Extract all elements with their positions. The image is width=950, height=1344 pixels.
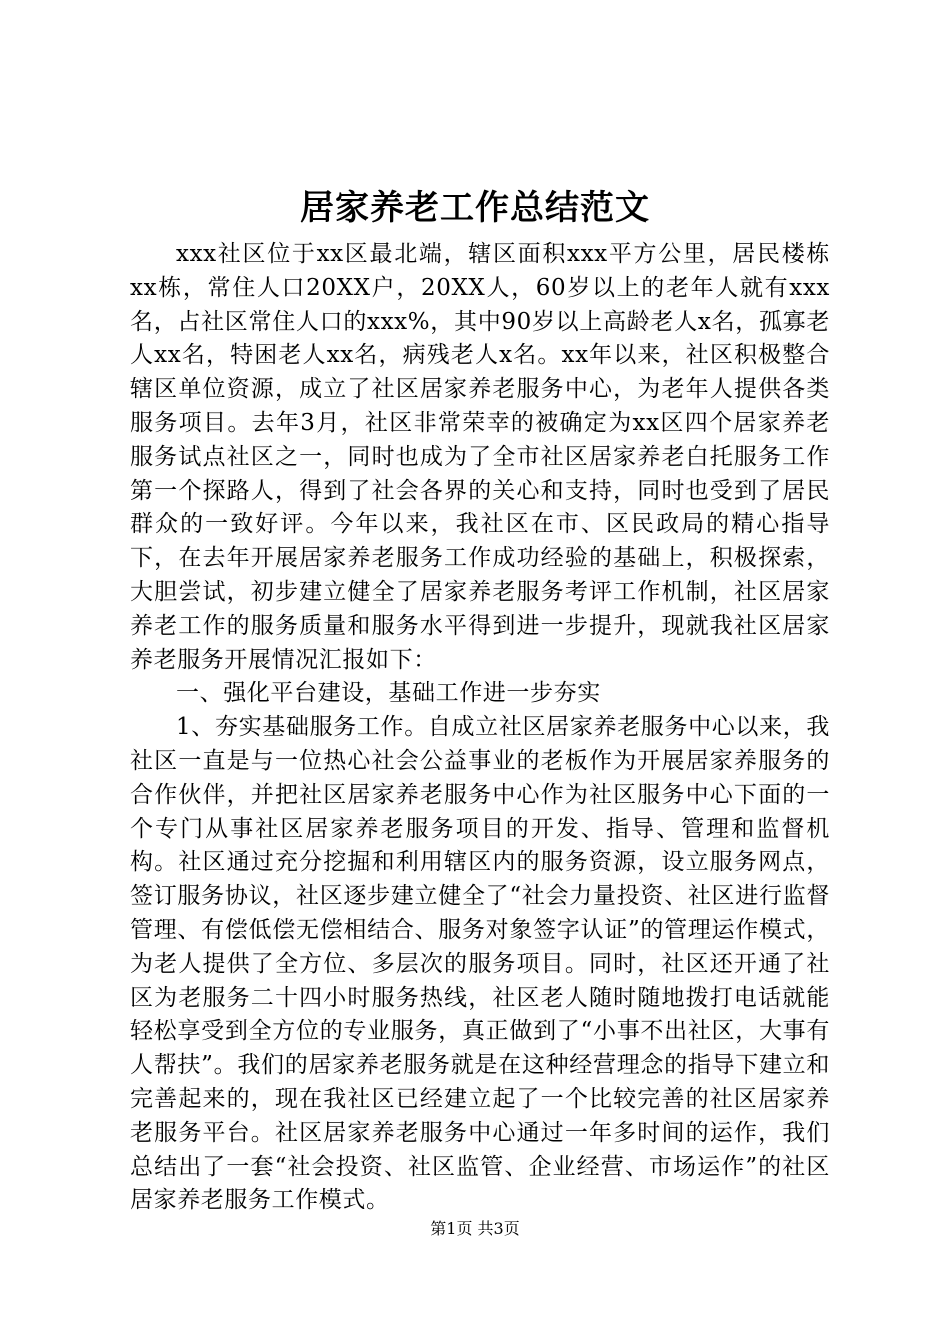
page-footer: 第1页 共3页 — [430, 1219, 520, 1238]
paragraph-intro: xxx社区位于xx区最北端，辖区面积xxx平方公里，居民楼栋xx栋，常住人口20XX户，20XX人，60岁以上的老年人就有xxx名，占社区常住人口的xxx%，其中90岁以上高龄老人x名，孤寡老人xx名，特困老人xx名，病残老人x名。xx年以来，社区积极整合辖区单位资源，成立了社区居家养老服务中心，为老年人提供各类服务项目。去年3月，社区非常荣幸的被确定为xx区四个居家养老服务试点社区之一，同时也成为了全市社区居家养老白托服务工作第一个探路人，得到了社会各界的关心和支持，同时也受到了居民群众的一致好评。今年以来，我社区在市、区民政局的精心指导下，在去年开展居家养老服务工作成功经验的基础上，积极探索，大胆尝试，初步建立健全了居家养老服务考评工作机制，社区居家养老工作的服务质量和服务水平得到进一步提升，现就我社区居家养老服务开展情况汇报如下： — [130, 241, 830, 673]
section-heading-1: 一、强化平台建设，基础工作进一步夯实 — [176, 680, 601, 707]
paragraph-1: 1、夯实基础服务工作。自成立社区居家养老服务中心以来，我社区一直是与一位热心社会公益事业的老板作为开展居家养服务的合作伙伴，并把社区居家养老服务中心作为社区服务中心下面的一个专门从事社区居家养老服务项目的开发、指导、管理和监督机构。社区通过充分挖掘和利用辖区内的服务资源，设立服务网点，签订服务协议，社区逐步建立健全了“社会力量投资、社区进行监督管理、有偿低偿无偿相结合、服务对象签字认证”的管理运作模式，为老人提供了全方位、多层次的服务项目。同时，社区还开通了社区为老服务二十四小时服务热线，社区老人随时随地拨打电话就能轻松享受到全方位的专业服务，真正做到了“小事不出社区，大事有人帮扶”。我们的居家养老服务就是在这种经营理念的指导下建立和完善起来的，现在我社区已经建立起了一个比较完善的社区居家养老服务平台。社区居家养老服务中心通过一年多时间的运作，我们总结出了一套“社会投资、社区监管、企业经营、市场运作”的社区居家养老服务工作模式。 — [130, 714, 830, 1214]
document-body — [130, 238, 830, 1218]
document-title: 居家养老工作总结范文 — [300, 188, 650, 228]
